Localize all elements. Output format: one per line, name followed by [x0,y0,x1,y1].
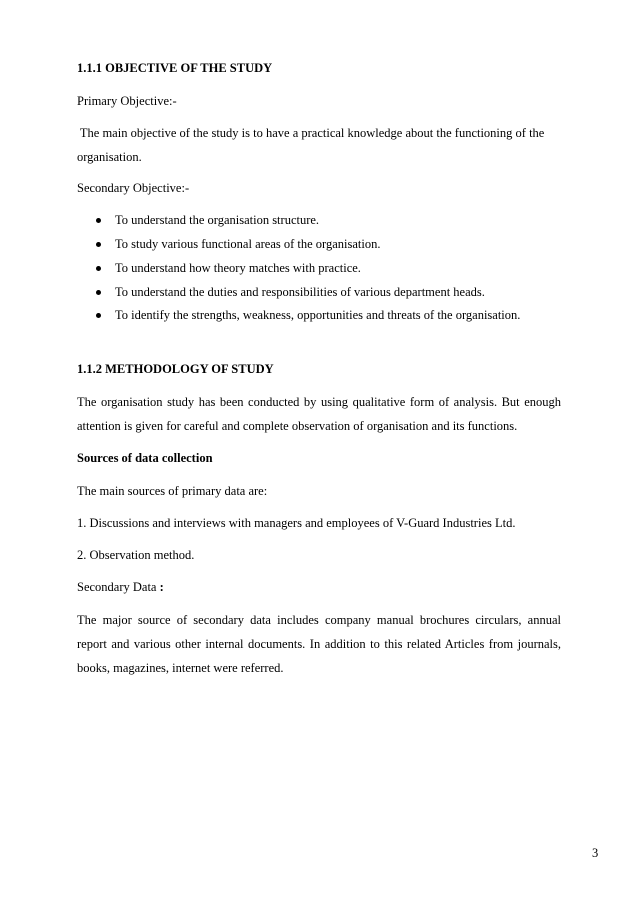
methodology-intro-line-2: attention is given for careful and complete observation of organisation and its functions. [77,419,518,433]
primary-objective-text-line-1: The main objective of the study is to have a practical knowledge about the functioning of the [77,126,545,140]
objective-bullet-item [96,236,381,252]
objective-bullet-item [96,260,361,276]
secondary-data-label: Secondary Data [77,580,157,594]
objective-bullet-item [96,307,520,323]
page-number: 3 [592,846,599,860]
objective-bullet-item [96,284,485,300]
bullet-text: To understand the organisation structure. [115,213,320,227]
secondary-data-line-2: report and various other internal documents. In addition to this related Articles from journals, [77,637,561,651]
bullet-dot-icon [96,313,101,318]
primary-source-item-1: 1. Discussions and interviews with managers and employees of V-Guard Industries Ltd. [77,516,516,530]
bullet-text: To identify the strengths, weakness, opportunities and threats of the organisation. [115,308,521,322]
secondary-data-colon: : [159,580,164,594]
methodology-intro-line-1: The organisation study has been conducted by using qualitative form of analysis. But enough [77,395,561,409]
bullet-dot-icon [96,242,101,247]
bullet-dot-icon [96,218,101,223]
methodology-heading: 1.1.2 METHODOLOGY OF STUDY [77,362,274,376]
primary-objective-label: Primary Objective:- [77,94,177,108]
secondary-objective-label: Secondary Objective:- [77,181,190,195]
objective-bullet-item [96,212,319,228]
bullet-text: To understand the duties and responsibilities of various department heads. [115,285,485,299]
bullet-dot-icon [96,290,101,295]
bullet-text: To study various functional areas of the organisation. [115,237,381,251]
bullet-text: To understand how theory matches with practice. [115,261,361,275]
bullet-dot-icon [96,266,101,271]
secondary-data-line-1: The major source of secondary data includes company manual brochures circulars, annual [77,613,561,627]
secondary-data-line-3: books, magazines, internet were referred. [77,661,284,675]
primary-sources-label: The main sources of primary data are: [77,484,268,498]
primary-source-item-2: 2. Observation method. [77,548,195,562]
primary-objective-text-line-2: organisation. [77,150,142,164]
secondary-data-label-row [77,579,164,595]
objective-heading: 1.1.1 OBJECTIVE OF THE STUDY [77,61,273,75]
sources-heading: Sources of data collection [77,451,213,465]
